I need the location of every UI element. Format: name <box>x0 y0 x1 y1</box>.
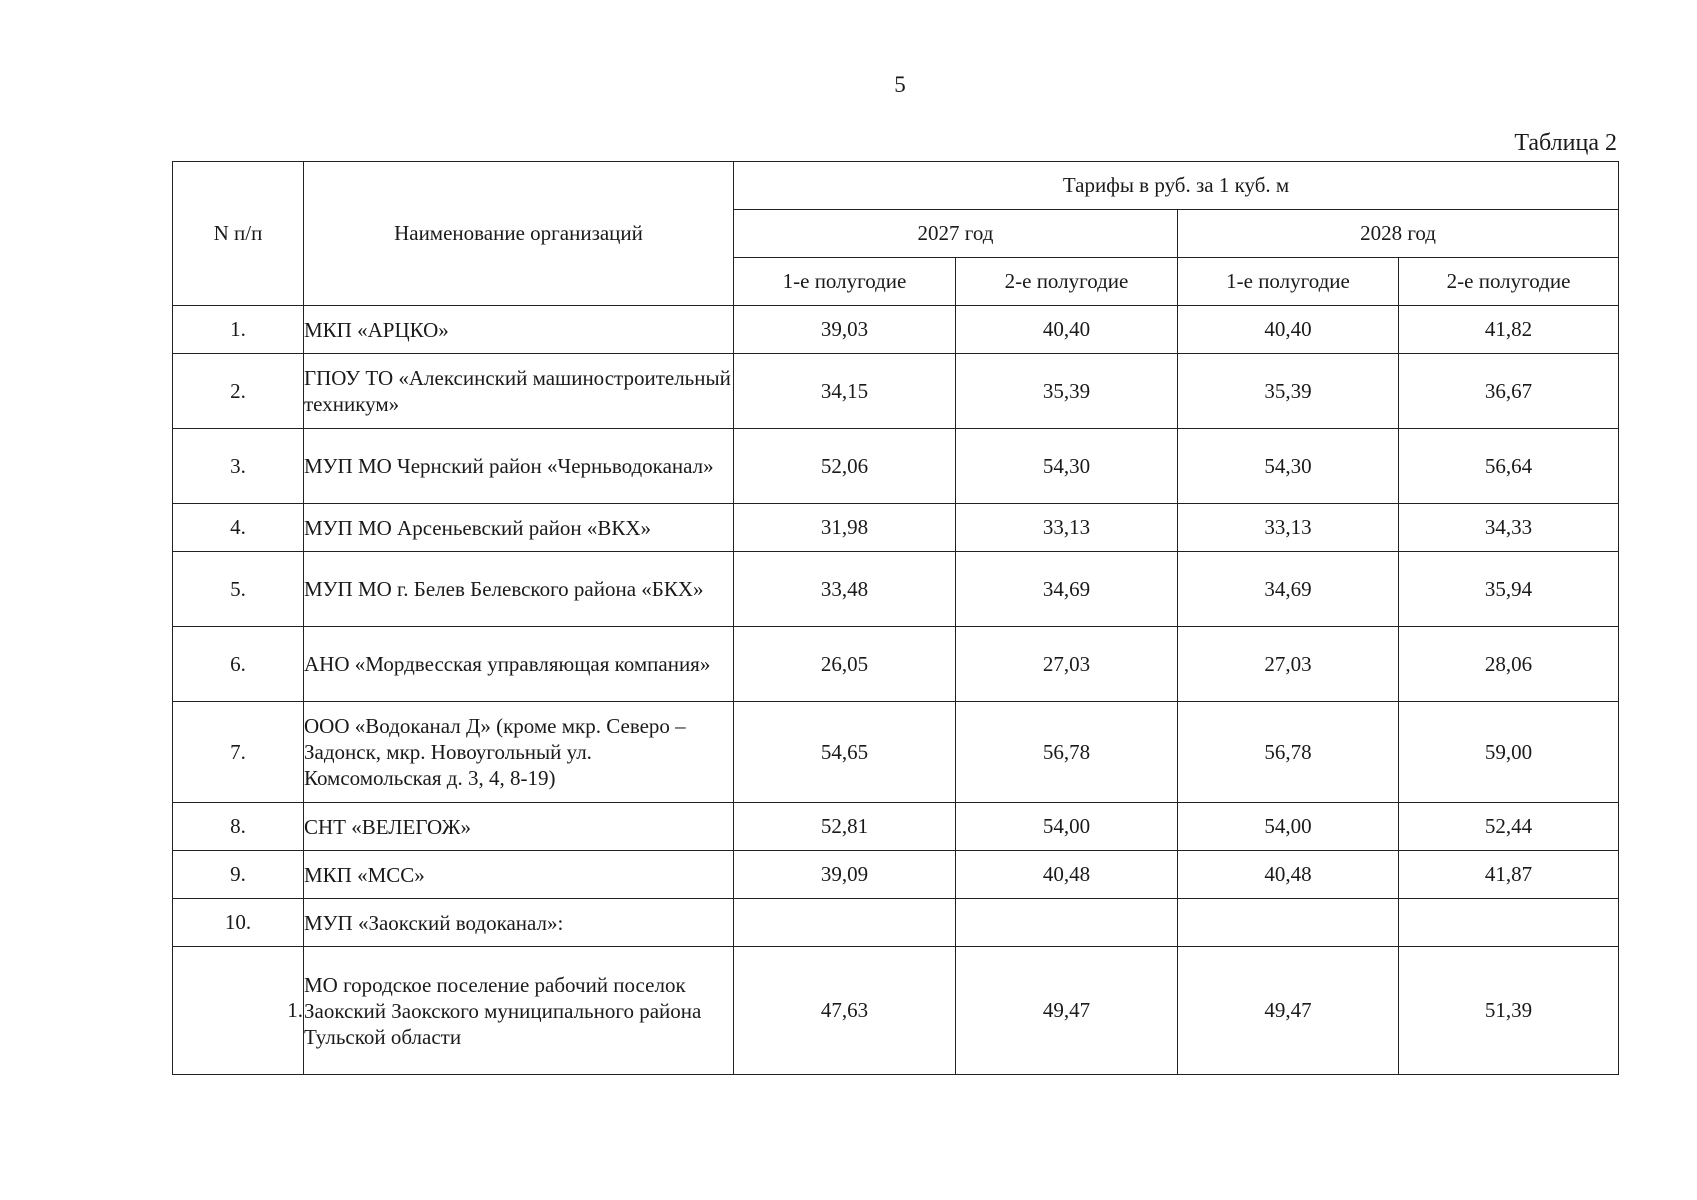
tariff-2027-h1 <box>734 899 956 947</box>
row-number: 1. <box>173 947 304 1075</box>
tariff-2027-h2: 56,78 <box>956 702 1178 803</box>
tariff-2028-h1: 33,13 <box>1178 504 1399 552</box>
tariff-2027-h1: 39,09 <box>734 851 956 899</box>
organization-name: МУП МО Арсеньевский район «ВКХ» <box>304 504 734 552</box>
tariff-2028-h2: 59,00 <box>1399 702 1619 803</box>
tariff-2028-h2: 36,67 <box>1399 354 1619 429</box>
tariff-2027-h2: 40,48 <box>956 851 1178 899</box>
tariff-2028-h1: 40,48 <box>1178 851 1399 899</box>
table-row <box>173 803 1619 851</box>
organization-name: МО городское поселение рабочий поселок Заокский Заокского муниципального района Тульской области <box>304 947 734 1075</box>
row-number: 6. <box>173 627 304 702</box>
table-row <box>173 354 1619 429</box>
tariff-2028-h1: 34,69 <box>1178 552 1399 627</box>
table-row <box>173 429 1619 504</box>
tariff-2027-h1: 54,65 <box>734 702 956 803</box>
row-number: 2. <box>173 354 304 429</box>
tariff-2028-h1: 54,00 <box>1178 803 1399 851</box>
table-row <box>173 306 1619 354</box>
tariff-2028-h2: 28,06 <box>1399 627 1619 702</box>
organization-name: МУП МО г. Белев Белевского района «БКХ» <box>304 552 734 627</box>
tariff-2028-h1: 35,39 <box>1178 354 1399 429</box>
tariff-2027-h2: 54,30 <box>956 429 1178 504</box>
tariff-2027-h2: 33,13 <box>956 504 1178 552</box>
tariff-2027-h1: 31,98 <box>734 504 956 552</box>
tariff-2027-h1: 47,63 <box>734 947 956 1075</box>
tariff-2027-h1: 52,06 <box>734 429 956 504</box>
tariff-2028-h2: 35,94 <box>1399 552 1619 627</box>
tariff-2028-h1 <box>1178 899 1399 947</box>
organization-name: АНО «Мордвесская управляющая компания» <box>304 627 734 702</box>
row-number: 7. <box>173 702 304 803</box>
row-number: 3. <box>173 429 304 504</box>
tariff-2027-h2: 27,03 <box>956 627 1178 702</box>
tariff-2027-h2 <box>956 899 1178 947</box>
organization-name: МКП «АРЦКО» <box>304 306 734 354</box>
header-2027-second-half: 2-е полугодие <box>956 258 1178 306</box>
organization-name: ООО «Водоканал Д» (кроме мкр. Северо – Задонск, мкр. Новоугольный ул. Комсомольская д. 3, 4, 8-19) <box>304 702 734 803</box>
row-number: 5. <box>173 552 304 627</box>
organization-name: МУП МО Чернский район «Черньводоканал» <box>304 429 734 504</box>
tariff-2028-h2: 34,33 <box>1399 504 1619 552</box>
tariff-2027-h1: 34,15 <box>734 354 956 429</box>
tariff-2028-h2: 56,64 <box>1399 429 1619 504</box>
table-row <box>173 851 1619 899</box>
tariff-2028-h2: 52,44 <box>1399 803 1619 851</box>
page-number: 5 <box>894 72 906 97</box>
header-2028-first-half: 1-е полугодие <box>1178 258 1399 306</box>
tariff-2027-h2: 35,39 <box>956 354 1178 429</box>
tariff-2027-h2: 54,00 <box>956 803 1178 851</box>
table-header <box>173 162 1619 306</box>
table-row <box>173 899 1619 947</box>
header-number: N п/п <box>173 162 304 306</box>
header-year-2028: 2028 год <box>1178 210 1619 258</box>
tariff-2027-h1: 52,81 <box>734 803 956 851</box>
tariff-2027-h1: 39,03 <box>734 306 956 354</box>
tariff-2027-h2: 49,47 <box>956 947 1178 1075</box>
tariff-2028-h2: 41,82 <box>1399 306 1619 354</box>
header-year-2027: 2027 год <box>734 210 1178 258</box>
table-row <box>173 702 1619 803</box>
header-2027-first-half: 1-е полугодие <box>734 258 956 306</box>
tariff-2028-h2: 51,39 <box>1399 947 1619 1075</box>
row-number: 10. <box>173 899 304 947</box>
tariff-2027-h1: 26,05 <box>734 627 956 702</box>
tariff-2028-h2: 41,87 <box>1399 851 1619 899</box>
tariff-2028-h1: 56,78 <box>1178 702 1399 803</box>
table-row <box>173 627 1619 702</box>
organization-name: МУП «Заокский водоканал»: <box>304 899 734 947</box>
table-body <box>173 306 1619 1075</box>
tariff-2028-h1: 54,30 <box>1178 429 1399 504</box>
tariffs-table <box>172 161 1619 1075</box>
tariff-2028-h1: 49,47 <box>1178 947 1399 1075</box>
table-row <box>173 504 1619 552</box>
tariff-2027-h2: 40,40 <box>956 306 1178 354</box>
table-row <box>173 552 1619 627</box>
organization-name: МКП «МСС» <box>304 851 734 899</box>
header-2028-second-half: 2-е полугодие <box>1399 258 1619 306</box>
organization-name: ГПОУ ТО «Алексинский машиностроительный техникум» <box>304 354 734 429</box>
header-organization-name: Наименование организаций <box>304 162 734 306</box>
header-tariffs: Тарифы в руб. за 1 куб. м <box>734 162 1619 210</box>
tariff-2028-h2 <box>1399 899 1619 947</box>
row-number: 4. <box>173 504 304 552</box>
tariff-2027-h2: 34,69 <box>956 552 1178 627</box>
table-row <box>173 947 1619 1075</box>
row-number: 1. <box>173 306 304 354</box>
tariff-2028-h1: 27,03 <box>1178 627 1399 702</box>
tariff-2028-h1: 40,40 <box>1178 306 1399 354</box>
header-row-1 <box>173 162 1619 210</box>
table-caption: Таблица 2 <box>1514 130 1617 156</box>
row-number: 9. <box>173 851 304 899</box>
row-number: 8. <box>173 803 304 851</box>
tariff-2027-h1: 33,48 <box>734 552 956 627</box>
organization-name: СНТ «ВЕЛЕГОЖ» <box>304 803 734 851</box>
